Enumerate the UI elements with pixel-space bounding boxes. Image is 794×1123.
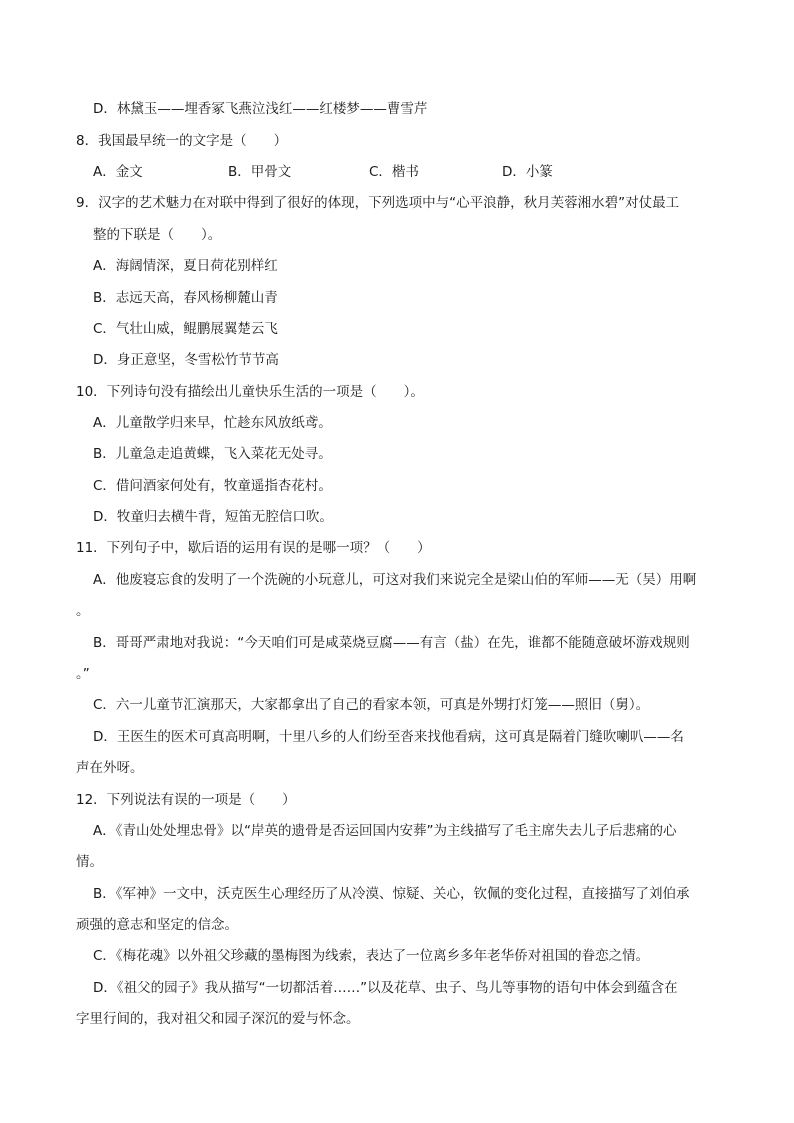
q12-option-b-line2: 顽强的意志和坚定的信念。 <box>76 917 238 933</box>
q9-option-b: B．志远天高，春风杨柳麓山青 <box>93 290 278 306</box>
q8-stem: 8．我国最早统一的文字是（ ） <box>76 133 288 149</box>
q10-option-c: C．借问酒家何处有，牧童遥指杏花村。 <box>93 478 332 494</box>
q11-option-d-line2: 声在外呀。 <box>76 760 144 776</box>
q12-option-c: C．《梅花魂》以外祖父珍藏的墨梅图为线索，表达了一位离乡多年老华侨对祖国的眷恋之情。 <box>93 948 650 964</box>
q9-stem-line2: 整的下联是（ ）。 <box>93 227 222 243</box>
q9-stem-line1: 9．汉字的艺术魅力在对联中得到了很好的体现，下列选项中与“心平浪静，秋月芙蓉湘水碧”对仗最工 <box>76 195 680 211</box>
q8-option-c: C．楷书 <box>369 164 419 180</box>
q12-option-a-line2: 情。 <box>76 854 103 870</box>
q8-option-b: B．甲骨文 <box>228 164 292 180</box>
q11-option-b-line1: B．哥哥严肃地对我说：“今天咱们可是咸菜烧豆腐——有言（盐）在先，谁都不能随意破坏游戏规则 <box>93 635 690 651</box>
q9-option-a: A．海阔情深，夏日荷花别样红 <box>93 258 278 274</box>
q9-option-d: D．身正意坚，冬雪松竹节节高 <box>93 352 279 368</box>
q11-option-b-line2: 。” <box>76 666 90 682</box>
q10-stem: 10．下列诗句没有描绘出儿童快乐生活的一项是（ ）。 <box>76 384 424 400</box>
q10-option-d: D．牧童归去横牛背，短笛无腔信口吹。 <box>93 509 333 525</box>
q11-option-a-line1: A．他废寝忘食的发明了一个洗碗的小玩意儿，可这对我们来说完全是梁山伯的军师——无（吴）用啊 <box>93 572 697 588</box>
q12-option-d-line1: D．《祖父的园子》我从描写“一切都活着……”以及花草、虫子、鸟儿等事物的语句中体会到蕴含在 <box>93 980 678 996</box>
q9-option-c: C．气壮山威，鲲鹏展翼楚云飞 <box>93 321 278 337</box>
q12-option-d-line2: 字里行间的，我对祖父和园子深沉的爱与怀念。 <box>76 1011 360 1027</box>
q8-option-a: A．金文 <box>93 164 143 180</box>
q8-option-d: D．小篆 <box>502 164 553 180</box>
q11-stem: 11．下列句子中，歇后语的运用有误的是哪一项？（ ） <box>76 540 431 556</box>
q7-option-d: D．林黛玉——埋香冢飞燕泣浅红——红楼梦——曹雪芹 <box>93 101 428 117</box>
q11-option-a-line2: 。 <box>76 603 90 619</box>
q12-stem: 12．下列说法有误的一项是（ ） <box>76 792 296 808</box>
q11-option-c: C．六一儿童节汇演那天，大家都拿出了自己的看家本领，可真是外甥打灯笼——照旧（舅）。 <box>93 697 650 713</box>
q10-option-a: A．儿童散学归来早，忙趁东风放纸鸢。 <box>93 415 332 431</box>
q10-option-b: B．儿童急走追黄蝶，飞入菜花无处寻。 <box>93 446 332 462</box>
q12-option-b-line1: B．《军神》一文中，沃克医生心理经历了从冷漠、惊疑、关心，钦佩的变化过程，直接描写了刘伯承 <box>93 886 690 902</box>
q11-option-d-line1: D．王医生的医术可真高明啊，十里八乡的人们纷至沓来找他看病，这可真是隔着门缝吹喇叭——名 <box>93 729 684 745</box>
q12-option-a-line1: A．《青山处处埋忠骨》以“岸英的遗骨是否运回国内安葬”为主线描写了毛主席失去儿子后悲痛的心 <box>93 823 677 839</box>
